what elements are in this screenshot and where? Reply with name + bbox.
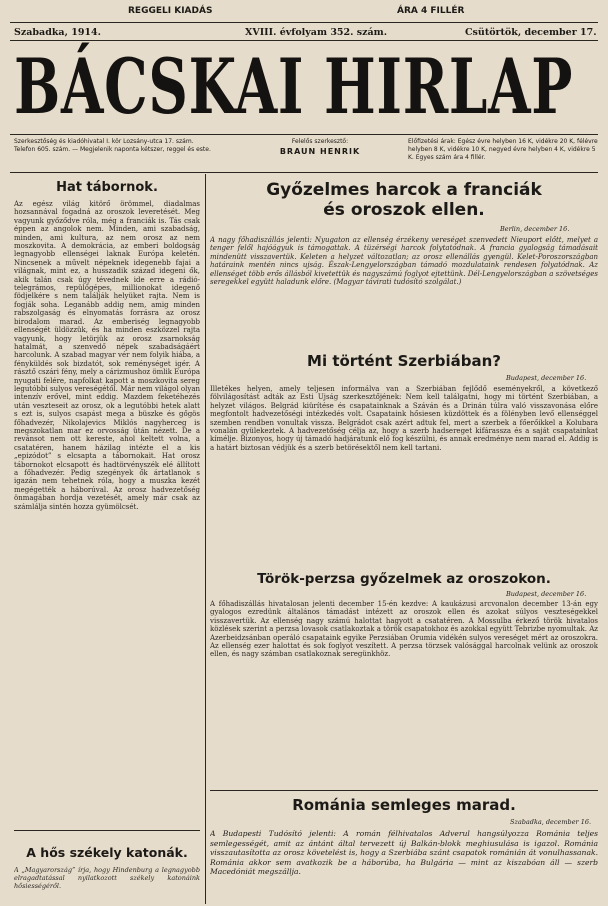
column-divider bbox=[205, 174, 206, 904]
headline-gyozelmes-line1: Győzelmes harcok a franciák bbox=[266, 180, 542, 200]
article-hos-szekely-text: A „Magyarország” írja, hogy Hindenburg a legnagyobb elragadtatással nyilatkozott székely katonáink hősiességéről. bbox=[14, 866, 200, 890]
edition-label: REGGELI KIADÁS bbox=[128, 6, 213, 16]
dateline-budapest-2: Budapest, december 16. bbox=[506, 590, 587, 598]
headline-hat-tabornok: Hat tábornok. bbox=[56, 180, 158, 195]
dateline-budapest-1: Budapest, december 16. bbox=[506, 374, 587, 382]
office-info: Szerkesztőség és kiadóhivatal I. kör Lozsány-utca 17. szám. Telefon 605. szám. — Megjelenik naponta kétszer, reggel és este. bbox=[14, 138, 211, 153]
editor-label: Felelős szerkesztő: bbox=[291, 138, 349, 145]
article-hat-tabornok-text: Az egész világ kitörő örömmel, diadalmas hozsannával fogadná az oroszok leveretését. Meg vagyunk győződve róla, még a franciák is. Tás csak éppen az angolok nem. Minden, ami szabadság, minden, ami kultura, az nem orosz az nem moszkovita. A demokrácia, az emberi boldogság legnagyobb ellenségei laknak Európa keletén. Nincsenek a művelt népeknek idegenebb fajai a világnak, mint ez, a husszadik század idegeni ők, akik talán csak úgy tévednek ide erre a rádió-telegrámos, repülőgépes, millionokat idegenő födjelkére s nem találják helyüket rajta. Nem is fogják soha. Leganább addig nem, amig minden rabszolgaság és elnyomatás forrásra az orosz birodalom marad. Az emberiség legnagyobb ellenségét üldözzük, és ha minden eszközzel rajta vagyunk, hogy letörjük az orosz zsarnokság hatalmát, a szenvedő népek szabadságáért harcolunk. A szabad magyar vér nem folyik hiába, a fényküldés sok bizdatót, sok reménységet igér. A rásztő cszári fény, mely a cárizmushoz ömlik Európa nyugati felére, napfolkat kapott a moszkovita sereg legutóbbi sulyos vereségétől. Már nem világol olyan intenzív erővel, mint eddig. Mazdem feketéhezés után veszteseit az orosz, ok a legutóbbi hetek alatt s ezt is, sulyos csapást mega a büszke és gőgös főhadvezér, Nikolajevics Miklós nagyherceg is megszokatlan mar ez orvosság ütán nézett. De a revánsot nem ott kereste, ahol keltett volna, a csatatéren, hanem házilag intézte el a kis „epizódot” s elcsapta a tábornokait. Hat orosz tábornokot elcsapott és hadtörvényszék elé állított a főhadvezér. Pedig szegények ők ártatlanok s igazán nem tehetnek róla, hogy a muszka kezét megégették a háborúval. Az orosz hadvezetőség önmagában hordja vezetését, amely már csak az számlálja sintén hozza gyümölcsét. bbox=[14, 200, 200, 511]
headline-gyozelmes-line2: és oroszok ellen. bbox=[323, 200, 485, 220]
rule-under-dateline bbox=[10, 40, 598, 41]
article-torok-perzsa-text: A főhadiszállás hivatalosan jelenti december 15-én kezdve: A kaukázusi arcvonalon december 13-án egy gyalogos ezredünk általános támadást intézett az oroszok ellen és azokat súlyos veszteségekkel visszavertük. Az ellenség nagy számú halottat hagyott a csatatéren. A Mossulba érkező török hivatalos közlések szerint a perzsa lovasok csatlakoztak a török csapatokhoz és azokkal együtt Tebrizbe nyomultak. Az Azerbeidzsánban operáló csapataink egyike Perzsiában Orumia vidékén sulyos vereséget mért az oroszokra. Az ellenség ezer halottat és sok foglyot veszített. A perzsa törzsek valósággal harcolnak velünk az oroszok ellen, és nagy számban csatlakoznak seregünkhöz. bbox=[210, 600, 598, 659]
headline-romania: Románia semleges marad. bbox=[292, 796, 516, 814]
rule-right-lower bbox=[210, 790, 598, 791]
rule-under-subheader bbox=[10, 172, 598, 173]
issue-date: Csütörtök, december 17. bbox=[465, 27, 597, 38]
editor-box bbox=[250, 138, 390, 156]
top-line bbox=[0, 6, 608, 20]
subscription-info: Előfizetési árak: Egész évre helyben 16 K, vidékre 20 K, félévre helyben 8 K, vidékre 10 K, negyed évre helyben 4 K, vidékre 5 K. Egyes szám ára 4 fillér. bbox=[408, 138, 598, 161]
headline-torok-perzsa: Török-perzsa győzelmek az oroszokon. bbox=[257, 571, 551, 587]
masthead-title: BÁCSKAI HIRLAP bbox=[14, 42, 574, 131]
rule-under-masthead bbox=[10, 134, 598, 135]
editor-name: BRAUN HENRIK bbox=[279, 147, 361, 156]
article-romania-text: A Budapesti Tudósító jelenti: A román félhivatalos Adverul hangsúlyozza Románia teljes semlegességét, amit az ántánt által tervezett új Balkán-blokk meghiusulása is igazol. Románia visszautasította az orosz követelést is, hogy a Szerbiába szánt csapatok románián át vonulhassanak. Románia akkor sem avatkozik be a háborúba, ha Bulgária — mint az kiszabóan áll — szerb Macedóniát megszállja. bbox=[210, 829, 598, 877]
article-gyozelmes-text: A nagy főhadiszállás jelenti: Nyugaton az ellenség érzékeny vereséget szenvedett Nieuport előtt, melyet a tenger felől hajóágyuk is támogattak. A tüzérségi harcok folytatódnak. A francia gyalogság támadásait mindenütt visszavertük. Keleten a helyzet változatlan; az orosz ellenállás gyengül. Kelet-Poroszországban határaink mentén nincs ujság. Észak-Lengyelországban támadó mozdulataink rendesen folyatódnak. Az ellenséget több erős állásból kivetettük és nagyszámú foglyot ejtettünk. Dél-Lengyelországban a szövetséges seregekkel együtt haladunk előre. (Magyar távirati tudósító szolgálat.) bbox=[210, 236, 598, 287]
price-label: ÁRA 4 FILLÉR bbox=[397, 6, 465, 16]
volume-number: XVIII. évfolyam 352. szám. bbox=[245, 27, 388, 38]
rule-top bbox=[10, 22, 598, 23]
place-year: Szabadka, 1914. bbox=[14, 27, 101, 38]
headline-hos-szekely: A hős székely katonák. bbox=[26, 845, 188, 860]
dateline-berlin: Berlin, december 16. bbox=[500, 225, 570, 233]
headline-mi-tortent: Mi történt Szerbiában? bbox=[307, 352, 501, 370]
rule-left-lower bbox=[14, 830, 200, 831]
article-mi-tortent-text: Illetékes helyen, amely teljesen informálva van a Szerbiában fejlődő eseményekről, a következő fölvilágosítást adták az Esti Ujság szerkesztőjének: Nem kell találgatni, hogy mi történt Szerbiában, a helyzet világos. Belgrád kiürítése és csapatainknak a Száván és a Drinán túlra való visszavonása előre megfontolt hadvezetőségi intézkedés volt. Csapataink hősiesen küzdöttek és a fölényben levő ellenséggel szemben rendben vonultak vissza. Belgrádot csak azért adtuk fel, mert a szerbek a főerőikkel a Kolubara vonalán gyülekeztek. A hadvezetőség célja az, hogy a szerb hadsereget kifárassza és a saját csapatainkat kímélje. Bizonyos, hogy új támadó hadjáratunk elő fog készülni, és annak eredménye nem marad el. Addig is a határt biztosan védjük és a szerb betörésektől nem kell tartani. bbox=[210, 385, 598, 452]
headline-gyozelmes-harcok bbox=[210, 180, 598, 220]
dateline-szabadka: Szabadka, december 16. bbox=[510, 818, 592, 826]
